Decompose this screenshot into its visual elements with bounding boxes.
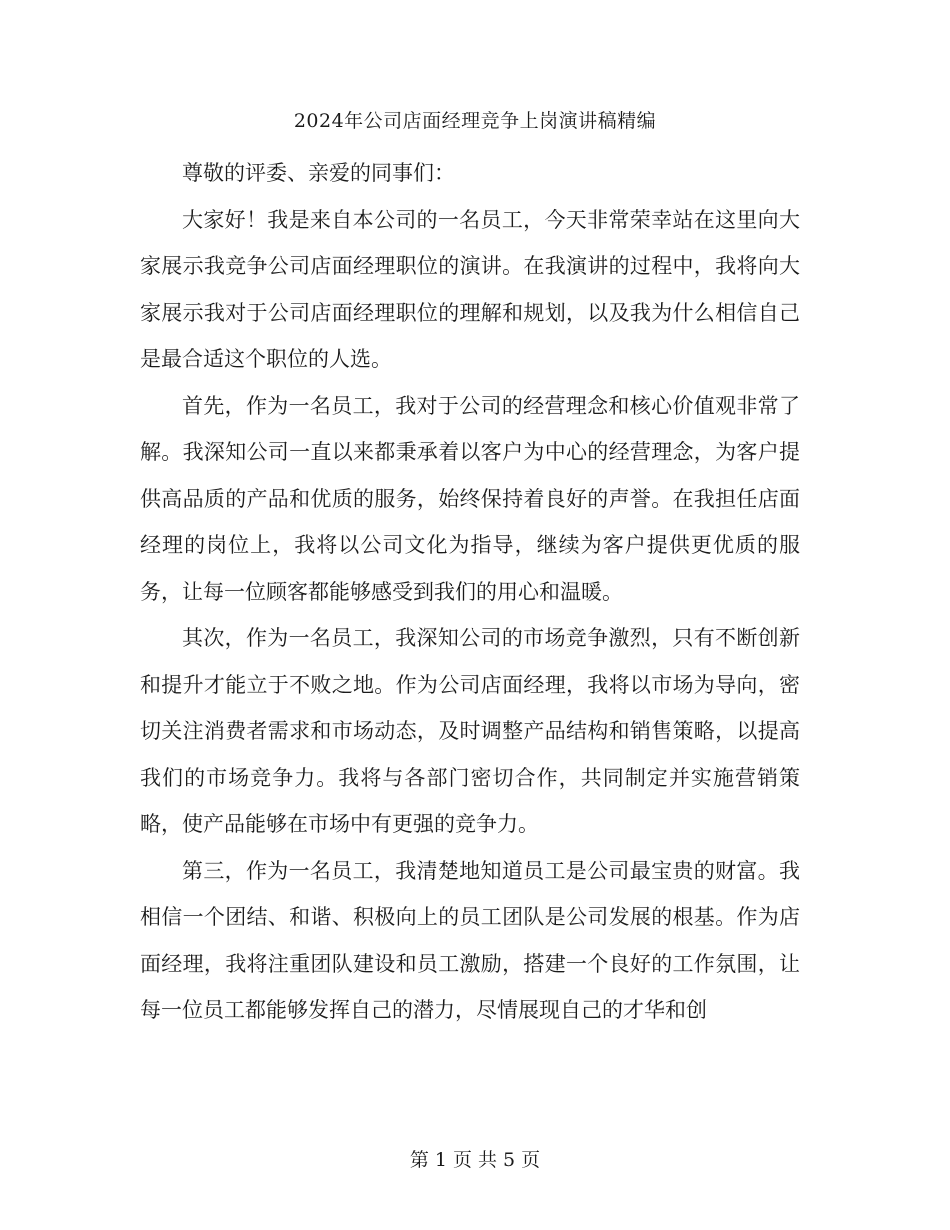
document-title: 2024年公司店面经理竞争上岗演讲稿精编 (293, 110, 657, 132)
paragraph-third: 第三，作为一名员工，我清楚地知道员工是公司最宝贵的财富。我相信一个团结、和谐、积极向上的员工团队是公司发展的根基。作为店面经理，我将注重团队建设和员工激励，搭建一个良好的工作氛围，让每一位员工都能够发挥自己的潜力，尽情展现自己的才华和创 (140, 858, 800, 1022)
paragraph-first: 首先，作为一名员工，我对于公司的经营理念和核心价值观非常了解。我深知公司一直以来都秉承着以客户为中心的经营理念，为客户提供高品质的产品和优质的服务，始终保持着良好的声誉。在我担任店面经理的岗位上，我将以公司文化为指导，继续为客户提供更优质的服务，让每一位顾客都能够感受到我们的用心和温暖。 (140, 393, 800, 604)
paragraph-intro: 大家好！我是来自本公司的一名员工，今天非常荣幸站在这里向大家展示我竞争公司店面经理职位的演讲。在我演讲的过程中，我将向大家展示我对于公司店面经理职位的理解和规划，以及我为什么相信自己是最合适这个职位的人选。 (140, 207, 800, 371)
page-number-footer: 第 1 页 共 5 页 (409, 1149, 541, 1171)
paragraph-second: 其次，作为一名员工，我深知公司的市场竞争激烈，只有不断创新和提升才能立于不败之地。作为公司店面经理，我将以市场为导向，密切关注消费者需求和市场动态，及时调整产品结构和销售策略，以提高我们的市场竞争力。我将与各部门密切合作，共同制定并实施营销策略，使产品能够在市场中有更强的竞争力。 (140, 626, 800, 836)
document-body (140, 150, 800, 1034)
paragraph-salutation: 尊敬的评委、亲爱的同事们： (182, 161, 455, 185)
